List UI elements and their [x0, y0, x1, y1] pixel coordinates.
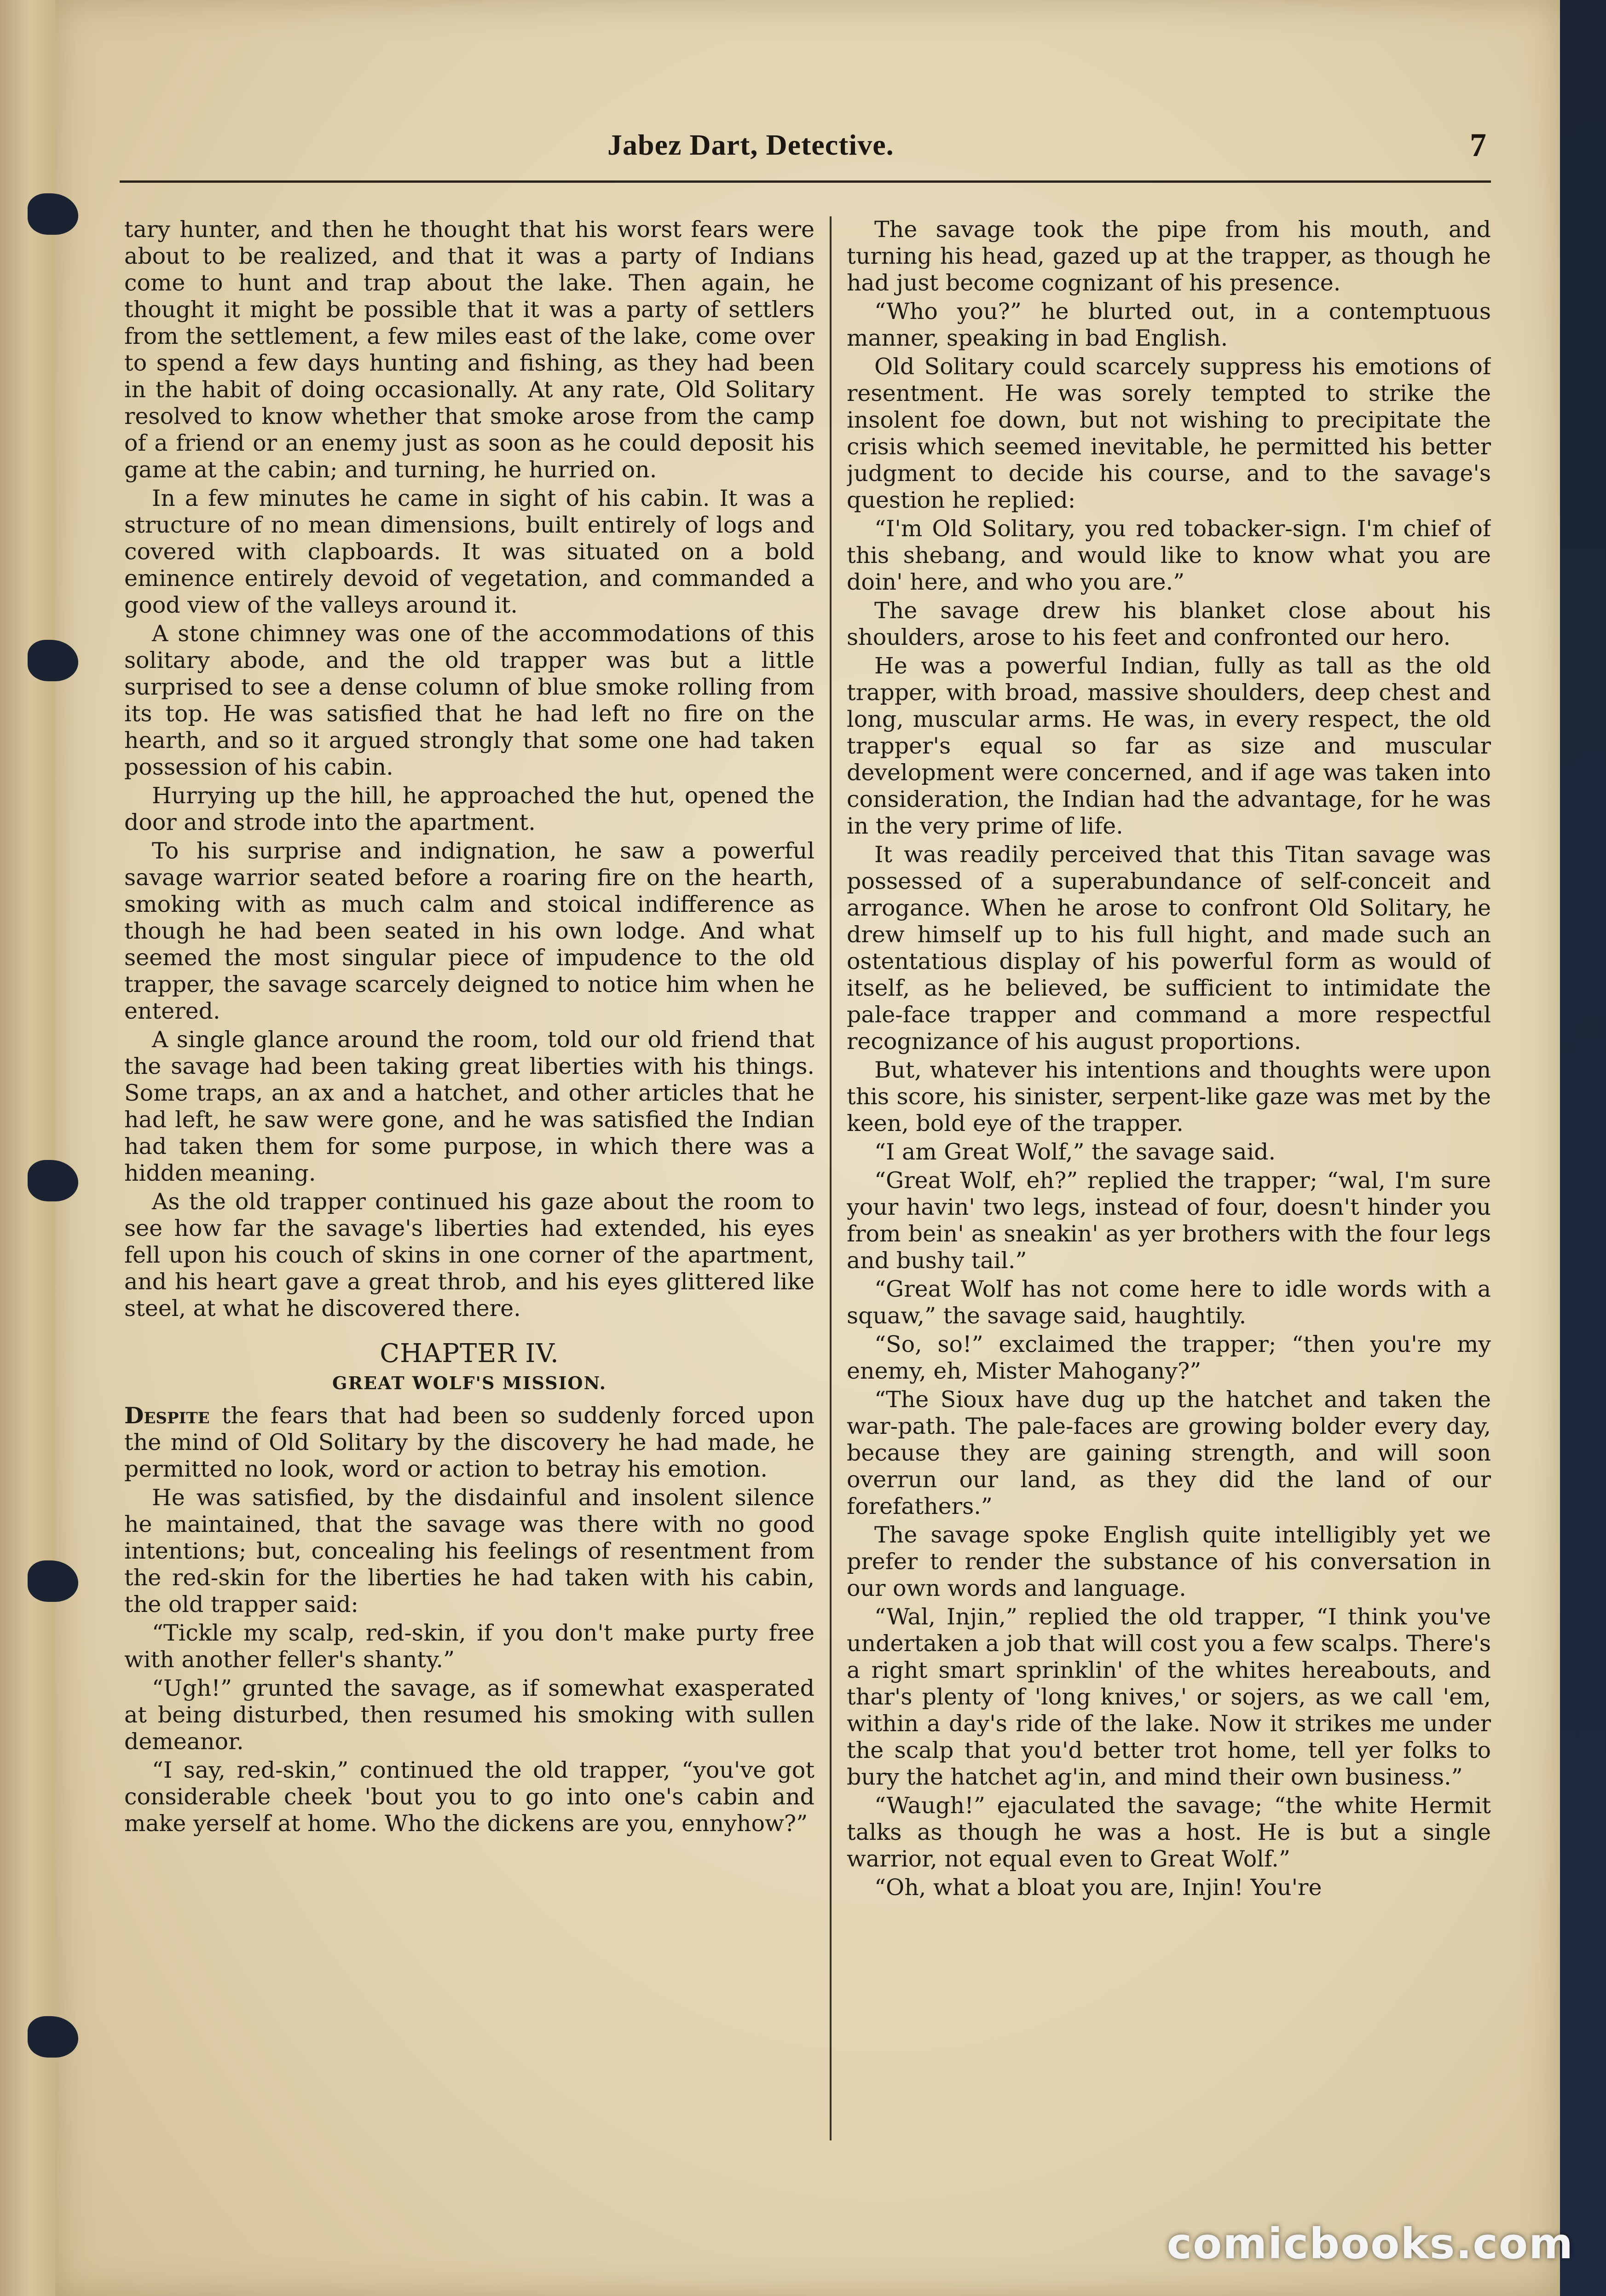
paragraph: “Ugh!” grunted the savage, as if somewhat exasperated at being disturbed, then resumed his smoking with sullen demeanor.: [124, 1675, 815, 1755]
paragraph: tary hunter, and then he thought that his worst fears were about to be realized, and that it was a party of Indians come to hunt and trap about the lake. Then again, he thought it might be possible that it was a party of settlers from the settlement, a few miles east of the lake, come over to spend a few days hunting and fishing, as they had been in the habit of doing occasionally. At any rate, Old Solitary resolved to know whether that smoke arose from the camp of a friend or an enemy just as soon as he could deposit his game at the cabin; and turning, he hurried on.: [124, 216, 815, 483]
paragraph: A stone chimney was one of the accommodations of this solitary abode, and the old trapper was but a little surprised to see a dense column of blue smoke rolling from its top. He was satisfied that he had left no fire on the hearth, and so it argued strongly that some one had taken possession of his cabin.: [124, 620, 815, 780]
paragraph: “I'm Old Solitary, you red tobacker-sign. I'm chief of this shebang, and would like to know what you are doin' here, and who you are.”: [847, 516, 1491, 595]
column-divider: [830, 216, 832, 2140]
paragraph: He was satisfied, by the disdainful and insolent silence he maintained, that the savage was there with no good intentions; but, concealing his feelings of resentment from the red-skin for the liberties he had taken with his cabin, the old trapper said:: [124, 1484, 815, 1618]
paragraph: “Great Wolf, eh?” replied the trapper; “wal, I'm sure your havin' two legs, instead of four, doesn't hinder you from bein' as sneakin' as yer brothers with the four legs and bushy tail.”: [847, 1167, 1491, 1274]
page-number: 7: [1470, 126, 1486, 163]
paragraph: The savage drew his blanket close about his shoulders, arose to his feet and confronted our hero.: [847, 597, 1491, 650]
paragraph: As the old trapper continued his gaze about the room to see how far the savage's liberties had extended, his eyes fell upon his couch of skins in one corner of the apartment, and his heart gave a great throb, and his eyes glittered like steel, at what he discovered there.: [124, 1189, 815, 1322]
chapter-title: CHAPTER IV.: [380, 1339, 559, 1368]
paragraph: Old Solitary could scarcely suppress his emotions of resentment. He was sorely tempted to strike the insolent foe down, but not wishing to precipitate the crisis which seemed inevitable, he permitted his better judgment to decide his course, and to the savage's question he replied:: [847, 354, 1491, 513]
paragraph: The savage took the pipe from his mouth, and turning his head, gazed up at the trapper, as though he had just become cognizant of his presence.: [847, 216, 1491, 296]
left-column: [124, 216, 815, 2150]
paragraph: “Who you?” he blurted out, in a contemptuous manner, speaking in bad English.: [847, 298, 1491, 351]
paragraph: It was readily perceived that this Titan savage was possessed of a superabundance of self-conceit and arrogance. When he arose to confront Old Solitary, he drew himself up to his full hight, and made such an ostentatious display of his powerful form as would of itself, as he believed, be sufficient to intimidate the pale-face trapper and command a more respectful recognizance of his august proportions.: [847, 841, 1491, 1055]
paragraph: “I am Great Wolf,” the savage said.: [874, 1139, 1276, 1165]
paragraph: But, whatever his intentions and thoughts were upon this score, his sinister, serpent-like gaze was met by the keen, bold eye of the trapper.: [847, 1057, 1491, 1136]
chapter-subtitle: GREAT WOLF'S MISSION.: [332, 1373, 607, 1393]
paragraph: “Waugh!” ejaculated the savage; “the white Hermit talks as though he was a host. He is but a single warrior, not equal even to Great Wolf.”: [847, 1792, 1491, 1872]
site-watermark: comicbooks.com: [1167, 2219, 1574, 2268]
paragraph: “Oh, what a bloat you are, Injin! You're: [874, 1874, 1322, 1901]
right-column: [847, 216, 1491, 2150]
paragraph: Hurrying up the hill, he approached the hut, opened the door and strode into the apartment.: [124, 783, 815, 835]
paragraph: “Great Wolf has not come here to idle words with a squaw,” the savage said, haughtily.: [847, 1276, 1491, 1329]
paragraph: “Tickle my scalp, red-skin, if you don't make purty free with another feller's shanty.”: [124, 1620, 815, 1673]
paragraph: “Wal, Injin,” replied the old trapper, “I think you've undertaken a job that will cost you a few scalps. There's a right smart sprinklin' of the whites hereabouts, and thar's plenty of 'long knives,' or sojers, as we call 'em, within a day's ride of the lake. Now it strikes me under the scalp that you'd better trot home, tell yer folks to bury the hatchet ag'in, and mind their own business.”: [847, 1604, 1491, 1790]
running-title: Jabez Dart, Detective.: [607, 128, 894, 161]
paragraph: The savage spoke English quite intelligibly yet we prefer to render the substance of his conversation in our own words and language.: [847, 1522, 1491, 1601]
paragraph: “I say, red-skin,” continued the old trapper, “you've got considerable cheek 'bout you to go into one's cabin and make yerself at home. Who the dickens are you, ennyhow?”: [124, 1757, 815, 1837]
chapter-opening-paragraph: [124, 1402, 815, 1483]
paragraph: He was a powerful Indian, fully as tall as the old trapper, with broad, massive shoulders, deep chest and long, muscular arms. He was, in every respect, the old trapper's equal so far as size and muscular development were concerned, and if age was taken into consideration, the Indian had the advantage, for he was in the very prime of life.: [847, 653, 1491, 839]
running-header: [607, 124, 1486, 166]
paragraph: “The Sioux have dug up the hatchet and taken the war-path. The pale-faces are growing bolder every day, because they are gaining strength, and will soon overrun our land, as they did the land of our forefathers.”: [847, 1386, 1491, 1519]
opening-text: the fears that had been so suddenly forced upon the mind of Old Solitary by the discovery he had made, he permitted no look, word or action to betray his emotion.: [124, 1403, 815, 1482]
paragraph: In a few minutes he came in sight of his cabin. It was a structure of no mean dimensions, built entirely of logs and covered with clapboards. It was situated on a bold eminence entirely devoid of vegetation, and commanded a good view of the valleys around it.: [124, 485, 815, 618]
paragraph: A single glance around the room, told our old friend that the savage had been taking great liberties with his things. Some traps, an ax and a hatchet, and other articles that he had left, he saw were gone, and he was satisfied the Indian had taken them for some purpose, in which there was a hidden meaning.: [124, 1026, 815, 1186]
book-spine: [0, 0, 58, 2296]
paragraph: To his surprise and indignation, he saw a powerful savage warrior seated before a roaring fire on the hearth, smoking with as much calm and stoical indifference as though he had been seated in his own lodge. And what seemed the most singular piece of impudence to the old trapper, the savage scarcely deigned to notice him when he entered.: [124, 838, 815, 1024]
opening-word: Despite: [124, 1402, 210, 1429]
paragraph: “So, so!” exclaimed the trapper; “then you're my enemy, eh, Mister Mahogany?”: [847, 1331, 1491, 1384]
header-rule: [120, 180, 1491, 183]
